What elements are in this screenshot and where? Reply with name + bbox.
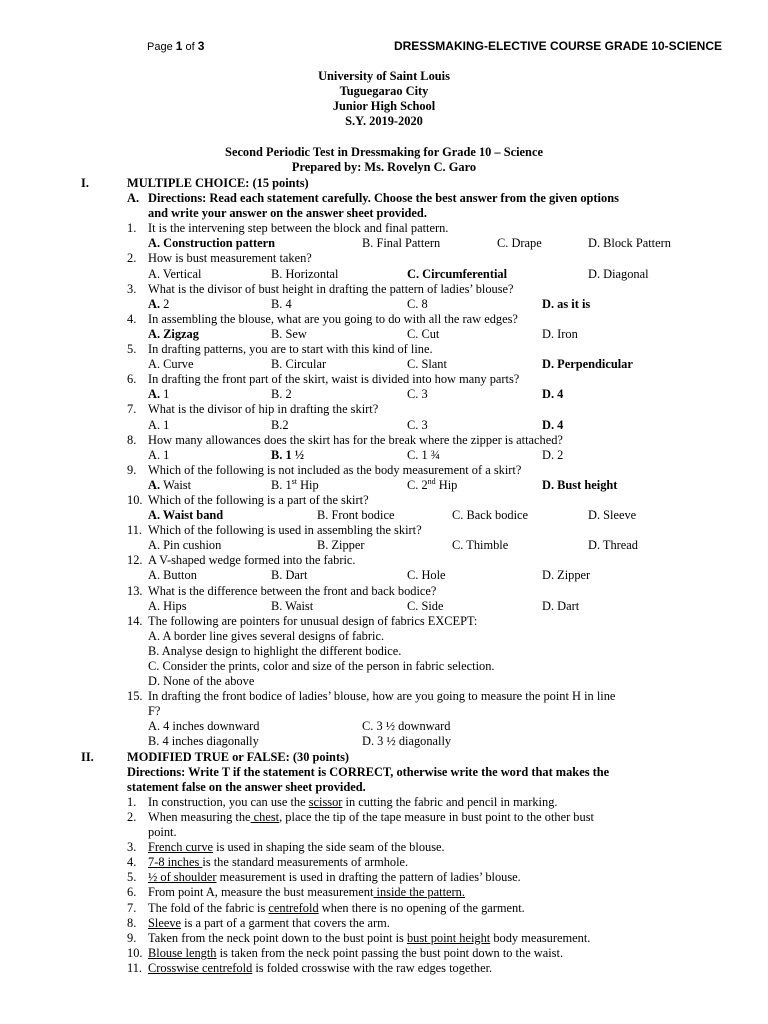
item-number: 1. (127, 794, 137, 809)
tf-item (0, 885, 768, 900)
question-number: 8. (127, 432, 137, 447)
directions-text-cont: statement false on the answer sheet provided. (127, 779, 366, 794)
question-12 (0, 553, 768, 568)
choices-4 (0, 327, 768, 342)
page-word: Page (147, 41, 173, 53)
item-number: 4. (127, 855, 137, 870)
choice-option: C. 3 (407, 387, 428, 402)
question-text: What is the difference between the front and back bodice? (148, 583, 437, 598)
underlined-term: Sleeve (148, 915, 182, 930)
question-text: What is the divisor of bust height in drafting the pattern of ladies’ blouse? (148, 281, 514, 296)
item-number: 5. (127, 870, 137, 885)
choice-option: A. Curve (148, 357, 194, 372)
choices-7 (0, 418, 768, 433)
question-15 (0, 689, 768, 704)
question-number: 1. (127, 221, 137, 236)
choice-option: D. Dart (542, 598, 580, 613)
choice-option: C. Circumferential (407, 266, 508, 281)
choice-option: A. Waist band (148, 508, 224, 523)
choices-8 (0, 448, 768, 463)
choice-option: A. 1 (148, 387, 170, 402)
tf-item (0, 946, 768, 961)
of-word: of (185, 41, 195, 53)
page-number (147, 39, 204, 53)
item-text-post: body measurement. (490, 930, 591, 945)
question-13 (0, 584, 768, 599)
question-text: It is the intervening step between the block and final pattern. (148, 221, 449, 236)
item-text-pre: The fold of the fabric is (148, 900, 269, 915)
choice-option: B.2 (271, 417, 289, 432)
question-3 (0, 282, 768, 297)
item-text-post: is the standard measurements of armhole. (202, 855, 409, 870)
choice-option: D. Iron (542, 326, 578, 341)
choice-option: A. Vertical (148, 266, 202, 281)
question-text: How many allowances does the skirt has for the break where the zipper is attached? (148, 432, 563, 447)
question-number: 6. (127, 372, 137, 387)
question-number: 7. (127, 402, 137, 417)
choice-option: D. as it is (542, 296, 591, 311)
choice-option: B. 1st Hip (271, 476, 319, 492)
tf-item (0, 795, 768, 810)
choices-11 (0, 538, 768, 553)
q15-choices-row1 (0, 719, 768, 734)
choice-option: A. Pin cushion (148, 538, 222, 553)
question-text: In drafting the front part of the skirt, waist is divided into how many parts? (148, 372, 520, 387)
choice-option: C. Back bodice (452, 508, 529, 523)
question-number: 2. (127, 251, 137, 266)
choice-option: C. Thimble (452, 538, 509, 553)
underlined-term: Crosswise centrefold (148, 960, 253, 975)
school-year: S.Y. 2019-2020 (345, 114, 423, 128)
question-text: Which of the following is not included as the body measurement of a skirt? (148, 462, 522, 477)
tf-item (0, 825, 768, 840)
choice-option: A. Construction pattern (148, 236, 276, 251)
question-5 (0, 342, 768, 357)
question-text-cont: F? (148, 704, 161, 719)
choice-option: D. Block Pattern (588, 236, 671, 251)
choices-12 (0, 568, 768, 583)
part2-numeral: II. (81, 749, 94, 764)
item-number: 11. (127, 960, 143, 975)
choice-option: A. Hips (148, 598, 187, 613)
choice-option: B. Dart (271, 568, 308, 583)
question-11 (0, 523, 768, 538)
underlined-term: Blouse length (148, 945, 217, 960)
tf-item (0, 961, 768, 976)
question-14 (0, 614, 768, 629)
directions-text-cont: and write your answer on the answer sheet provided. (148, 206, 427, 221)
item-number: 8. (127, 915, 137, 930)
q14-option (0, 659, 768, 674)
item-text (148, 870, 521, 885)
choice-option: A. Waist (148, 477, 192, 492)
school-name: University of Saint Louis (318, 69, 450, 83)
question-2 (0, 251, 768, 266)
part1-directions (0, 191, 768, 206)
item-number: 6. (127, 885, 137, 900)
question-number: 4. (127, 311, 137, 326)
choice-option: B. 2 (271, 387, 292, 402)
choice-option: D. Diagonal (588, 266, 649, 281)
question-text: Which of the following is used in assembling the skirt? (148, 523, 422, 538)
choice-option: C. 3 ½ downward (362, 719, 451, 734)
choices-1 (0, 236, 768, 251)
choices-3 (0, 297, 768, 312)
question-number: 11. (127, 523, 143, 538)
item-text-pre: point. (148, 825, 177, 840)
underlined-term: ½ of shoulder (148, 870, 217, 885)
item-number: 9. (127, 930, 137, 945)
choice-option: B. Front bodice (317, 508, 395, 523)
question-number: 10. (127, 492, 143, 507)
choice-option: D. Sleeve (588, 508, 637, 523)
choice-option: A. Zigzag (148, 326, 199, 341)
part2-directions-cont (0, 780, 768, 795)
choice-option: D. Thread (588, 538, 639, 553)
choice-option: C. 2nd Hip (407, 476, 458, 492)
question-10 (0, 493, 768, 508)
page-current: 1 (175, 39, 183, 53)
item-text-post: , place the tip of the tape measure in bust point to the other bust (279, 809, 594, 824)
choices-6 (0, 387, 768, 402)
item-text (148, 901, 525, 916)
underlined-term: French curve (148, 840, 214, 855)
question-text: Which of the following is a part of the skirt? (148, 492, 369, 507)
choice-option: C. Drape (497, 236, 542, 251)
choice-option: B. 4 inches diagonally (148, 734, 259, 749)
question-number: 5. (127, 342, 137, 357)
choice-option: B. 1 ½ (271, 447, 305, 462)
choice-option: D. 4 (542, 417, 564, 432)
school-block (0, 69, 768, 129)
choice-option: A. Button (148, 568, 197, 583)
directions-letter: A. (127, 191, 140, 206)
choice-option: A. 1 (148, 417, 170, 432)
question-number: 9. (127, 462, 137, 477)
choice-option: D. 2 (542, 447, 564, 462)
part2-heading (0, 750, 768, 765)
tf-item (0, 855, 768, 870)
tf-item (0, 870, 768, 885)
part2-directions (0, 765, 768, 780)
test-body (0, 176, 768, 976)
item-text-pre: Taken from the neck point down to the bust point is (148, 930, 407, 945)
choice-option: C. 3 (407, 417, 428, 432)
question-1 (0, 221, 768, 236)
item-text (148, 885, 465, 900)
test-title: Second Periodic Test in Dressmaking for Grade 10 – Science (225, 145, 543, 159)
item-text-post: measurement is used in drafting the pattern of ladies’ blouse. (216, 870, 521, 885)
choice-option: B. Circular (271, 357, 327, 372)
question-text: The following are pointers for unusual design of fabrics EXCEPT: (148, 613, 478, 628)
item-text-pre: When measuring the (148, 809, 251, 824)
underlined-term: inside the pattern. (373, 885, 465, 900)
choices-2 (0, 267, 768, 282)
page-total: 3 (197, 39, 205, 53)
choice-option: B. Horizontal (271, 266, 339, 281)
choice-option: B. Sew (271, 326, 307, 341)
choice-option: D. 4 (542, 387, 564, 402)
question-7 (0, 402, 768, 417)
choice-option: C. 1 ¾ (407, 447, 441, 462)
item-text (148, 810, 594, 825)
item-text-post: when there is no opening of the garment. (318, 900, 525, 915)
tf-item (0, 901, 768, 916)
choice-option: C. Consider the prints, color and size of the person in fabric selection. (148, 659, 495, 673)
question-number: 14. (127, 613, 143, 628)
item-number: 2. (127, 809, 137, 824)
choice-option: A. 2 (148, 296, 170, 311)
choice-option: B. Analyse design to highlight the different bodice. (148, 643, 402, 658)
part1-numeral: I. (81, 176, 89, 190)
item-number: 3. (127, 840, 137, 855)
question-text: In drafting patterns, you are to start with this kind of line. (148, 342, 433, 357)
q14-option (0, 674, 768, 689)
question-number: 12. (127, 553, 143, 568)
tf-item (0, 931, 768, 946)
question-text: What is the divisor of hip in drafting the skirt? (148, 402, 379, 417)
choice-option: C. Side (407, 598, 444, 613)
question-text: In drafting the front bodice of ladies’ blouse, how are you going to measure the point H in line (148, 689, 616, 704)
part1-title: MULTIPLE CHOICE: (15 points) (127, 176, 309, 190)
choice-option: C. 8 (407, 296, 428, 311)
choices-9 (0, 478, 768, 493)
choice-option: B. Final Pattern (362, 236, 441, 251)
question-9 (0, 463, 768, 478)
choices-13 (0, 599, 768, 614)
question-text: A V-shaped wedge formed into the fabric. (148, 553, 356, 568)
directions-text: Directions: Write T if the statement is CORRECT, otherwise write the word that makes the (127, 764, 610, 779)
item-text (148, 931, 590, 946)
tf-item (0, 810, 768, 825)
item-text-post: is taken from the neck point passing the bust point down to the waist. (216, 945, 564, 960)
item-text-post: is used in shaping the side seam of the blouse. (213, 840, 445, 855)
school-level: Junior High School (332, 99, 436, 113)
directions-text: Directions: Read each statement carefully. Choose the best answer from the given options (148, 191, 619, 206)
item-text (148, 946, 563, 961)
item-text (148, 840, 445, 855)
choice-option: C. Hole (407, 568, 446, 583)
page-header (0, 39, 768, 55)
question-number: 15. (127, 689, 143, 704)
part2-title: MODIFIED TRUE or FALSE: (30 points) (127, 749, 350, 764)
choice-option: D. Zipper (542, 568, 591, 583)
choice-option: C. Cut (407, 326, 440, 341)
choice-option: B. Waist (271, 598, 314, 613)
q15-choices-row2 (0, 734, 768, 749)
question-text: How is bust measurement taken? (148, 251, 312, 266)
item-text (148, 825, 177, 840)
choice-option: A. 1 (148, 447, 170, 462)
item-number: 7. (127, 900, 137, 915)
item-text (148, 916, 390, 931)
tf-item (0, 840, 768, 855)
question-text: In assembling the blouse, what are you going to do with all the raw edges? (148, 311, 518, 326)
item-text-post: is a part of a garment that covers the arm. (181, 915, 390, 930)
item-text-pre: In construction, you can use the (148, 794, 309, 809)
choice-option: B. Zipper (317, 538, 365, 553)
item-text-post: in cutting the fabric and pencil in marking. (342, 794, 558, 809)
question-6 (0, 372, 768, 387)
choice-option: A. A border line gives several designs of fabric. (148, 628, 385, 643)
choice-option: D. Perpendicular (542, 357, 633, 372)
prepared-by: Prepared by: Ms. Rovelyn C. Garo (291, 160, 477, 174)
underlined-term: bust point height (406, 930, 491, 945)
choices-5 (0, 357, 768, 372)
underlined-term: scissor (308, 794, 343, 809)
q14-option (0, 629, 768, 644)
choice-option: C. Slant (407, 357, 447, 372)
course-title: DRESSMAKING-ELECTIVE COURSE GRADE 10-SCIENCE (393, 39, 722, 53)
tf-item (0, 916, 768, 931)
choice-option: D. None of the above (148, 674, 255, 689)
item-text-post: is folded crosswise with the raw edges together. (252, 960, 493, 975)
part1-heading (0, 176, 768, 191)
item-text (148, 795, 558, 810)
q14-option (0, 644, 768, 659)
item-text-pre: From point A, measure the bust measurement (148, 885, 374, 900)
test-title-block (0, 145, 768, 175)
underlined-term: centrefold (268, 900, 319, 915)
item-text (148, 961, 492, 976)
choices-10 (0, 508, 768, 523)
choice-option: B. 4 (271, 296, 292, 311)
underlined-term: chest (250, 809, 280, 824)
question-4 (0, 312, 768, 327)
question-15-cont (0, 704, 768, 719)
underlined-term: 7-8 inches (148, 855, 203, 870)
question-number: 3. (127, 281, 137, 296)
school-city: Tuguegarao City (339, 84, 429, 98)
choice-option: A. 4 inches downward (148, 719, 260, 734)
item-number: 10. (127, 945, 143, 960)
question-number: 13. (127, 583, 143, 598)
item-text (148, 855, 408, 870)
question-8 (0, 433, 768, 448)
choice-option: D. 3 ½ diagonally (362, 734, 452, 749)
choice-option: D. Bust height (542, 477, 618, 492)
part1-directions-cont (0, 206, 768, 221)
